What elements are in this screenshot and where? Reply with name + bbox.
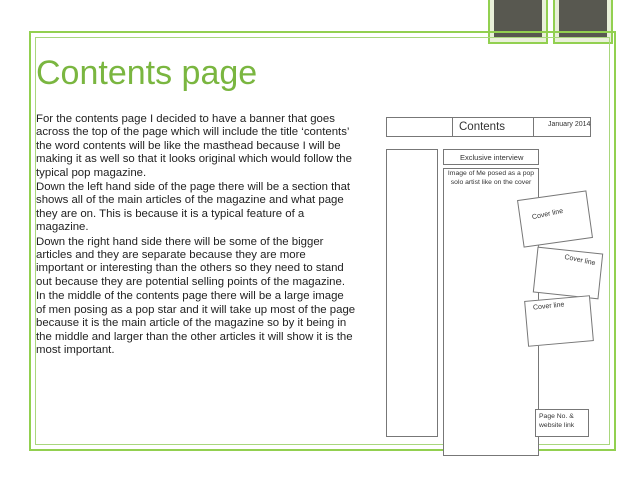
mockup-banner-date: January 2014 xyxy=(548,121,591,128)
mockup-banner-title: Contents xyxy=(459,121,506,133)
mockup-cover-line-2: Cover line xyxy=(563,253,597,268)
mockup-cover-line-3: Cover line xyxy=(532,301,565,312)
mockup-cover-line-1: Cover line xyxy=(531,207,564,222)
mockup-left-column xyxy=(386,149,438,437)
paragraph-left-side: Down the left hand side of the page there will be a section that shows all of the main articles of the magazine and what page they are on. This is because it is a typical feature of a magazine. xyxy=(36,181,351,234)
mockup-cover-card-1 xyxy=(517,190,593,247)
mockup-image-caption: Image of Me posed as a pop solo artist like on the cover xyxy=(447,170,535,186)
paragraph-banner: For the contents page I decided to have a banner that goes across the top of the page which will include the title ‘contents’ the word contents will be like the masthead because I will be making it as well so that it looks original which would follow the typical pop magazine. xyxy=(36,113,352,179)
paragraph-middle: In the middle of the contents page there will be a large image of men posing as a pop star and it will take up most of the page because it is the main article of the magazine so by it being in the middle and larger than the other articles it will show it is the most important. xyxy=(36,290,356,356)
mockup-exclusive-text: Exclusive interview xyxy=(460,153,524,162)
mockup-page-no-text: Page No. & website link xyxy=(539,413,575,429)
slide-title: Contents page xyxy=(36,54,258,92)
paragraph-right-side: Down the right hand side there will be some of the bigger articles and they are separate because they are more important or interesting than the others so they need to stand out because they are potential selling points of the magazine. xyxy=(36,235,346,288)
